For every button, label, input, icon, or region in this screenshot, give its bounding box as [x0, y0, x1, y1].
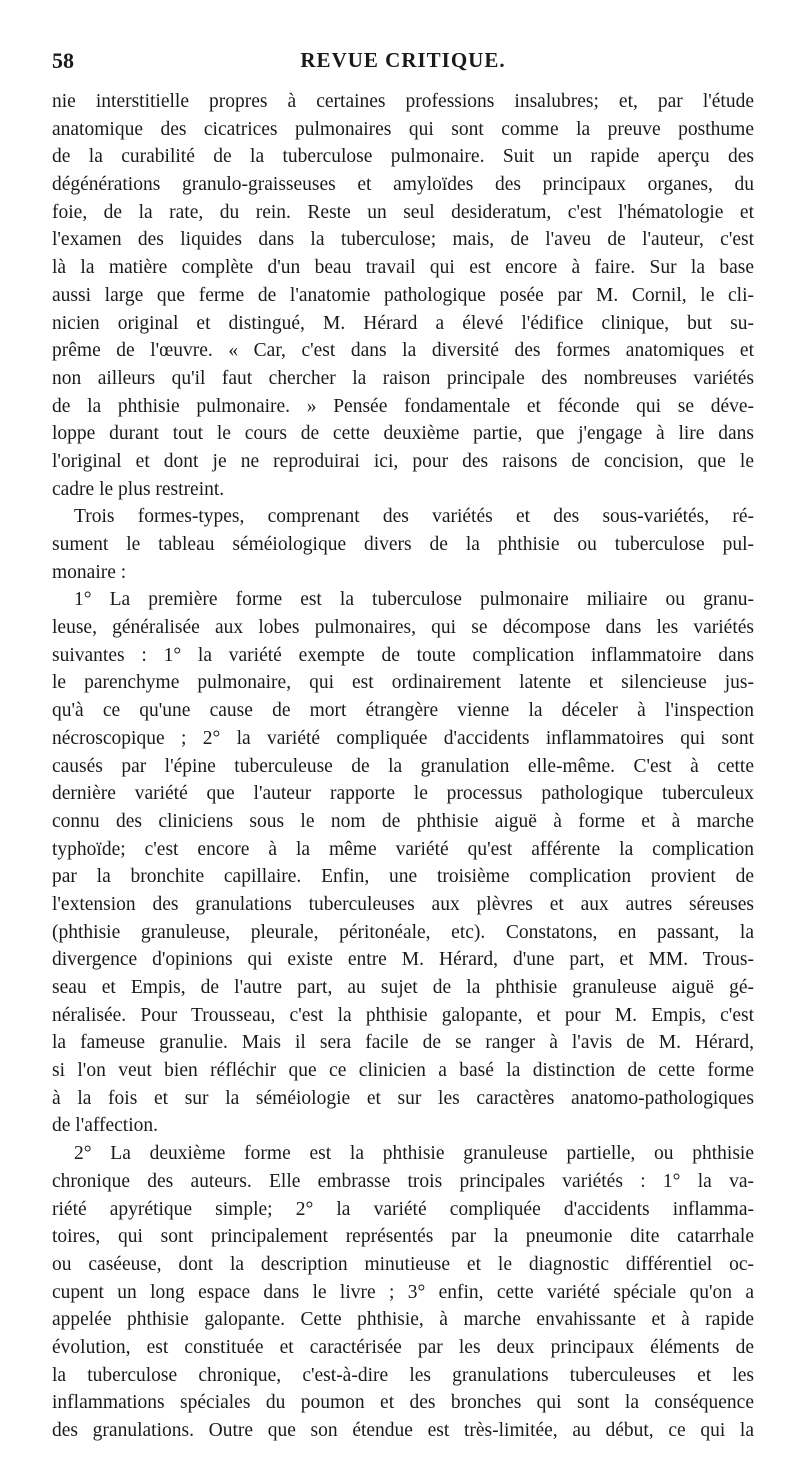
- text-line: leuse, généralisée aux lobes pulmonaires, qui se décompose dans les variétés: [52, 617, 754, 639]
- text-line: néralisée. Pour Trousseau, c'est la phthisie galopante, et pour M. Empis, c'est: [52, 1004, 754, 1026]
- text-line: à la fois et sur la séméiologie et sur les caractères anatomo-pathologiques: [52, 1087, 754, 1109]
- text-line: de l'affection.: [52, 1115, 159, 1137]
- text-line: connu des cliniciens sous le nom de phthisie aiguë à forme et à marche: [52, 810, 754, 832]
- text-line: si l'on veut bien réfléchir que ce clinicien a basé la distinction de cette forme: [52, 1060, 754, 1082]
- text-line: divergence d'opinions qui existe entre M. Hérard, d'une part, et MM. Trous-: [52, 949, 754, 971]
- page-number: 58: [52, 48, 74, 73]
- text-line: riété apyrétique simple; 2° la variété compliquée d'accidents inflamma-: [52, 1198, 754, 1220]
- text-line: l'examen des liquides dans la tuberculose; mais, de l'aveu de l'auteur, c'est: [52, 229, 754, 251]
- text-line: qu'à ce qu'une cause de mort étrangère vienne la déceler à l'inspection: [52, 700, 754, 722]
- text-line: dernière variété que l'auteur rapporte le processus pathologique tuberculeux: [52, 783, 754, 805]
- body-text: [52, 88, 754, 1445]
- text-line: la fameuse granulie. Mais il sera facile de se ranger à l'avis de M. Hérard,: [52, 1032, 754, 1054]
- text-line: nie interstitielle propres à certaines professions insalubres; et, par l'étude: [52, 91, 754, 112]
- text-line: le parenchyme pulmonaire, qui est ordinairement latente et silencieuse jus-: [52, 672, 754, 694]
- text-line: prême de l'œuvre. « Car, c'est dans la diversité des formes anatomiques et: [52, 340, 754, 362]
- text-line: typhoïde; c'est encore à la même variété qu'est afférente la complication: [52, 838, 754, 860]
- text-line: dégénérations granulo-graisseuses et amyloïdes des principaux organes, du: [52, 174, 754, 196]
- text-line: aussi large que ferme de l'anatomie pathologique posée par M. Cornil, le cli-: [52, 284, 754, 306]
- text-line: toires, qui sont principalement représentés par la pneumonie dite catarrhale: [52, 1226, 754, 1248]
- text-line: sument le tableau séméiologique divers de la phthisie ou tuberculose pul-: [52, 534, 754, 555]
- text-line: par la bronchite capillaire. Enfin, une troisième complication provient de: [52, 866, 754, 888]
- text-line: anatomique des cicatrices pulmonaires qui sont comme la preuve posthume: [52, 118, 754, 140]
- text-line: monaire :: [52, 561, 127, 583]
- text-line: de la phthisie pulmonaire. » Pensée fondamentale et féconde qui se déve-: [52, 395, 754, 417]
- text-line: inflammations spéciales du poumon et des bronches qui sont la conséquence: [52, 1392, 754, 1414]
- text-line: appelée phthisie galopante. Cette phthisie, à marche envahissante et à rapide: [52, 1309, 754, 1331]
- text-line: évolution, est constituée et caractérisée par les deux principaux éléments de: [52, 1336, 754, 1358]
- text-line: non ailleurs qu'il faut chercher la raison principale des nombreuses variétés: [52, 367, 754, 389]
- text-line: l'extension des granulations tuberculeuses aux plèvres et aux autres séreuses: [52, 893, 754, 915]
- text-line: la tuberculose chronique, c'est-à-dire les granulations tuberculeuses et les: [52, 1364, 754, 1386]
- page-header: [52, 44, 754, 80]
- text-line: ou caséeuse, dont la description minutieuse et le diagnostic différentiel oc-: [52, 1253, 754, 1275]
- text-line: des granulations. Outre que son étendue est très-limitée, au début, ce qui la: [52, 1420, 754, 1441]
- text-line: l'original et dont je ne reproduirai ici, pour des raisons de concision, que le: [52, 450, 754, 472]
- running-title: REVUE CRITIQUE.: [300, 48, 506, 72]
- text-line: de la curabilité de la tuberculose pulmonaire. Suit un rapide aperçu des: [52, 146, 754, 168]
- text-line: nécroscopique ; 2° la variété compliquée d'accidents inflammatoires qui sont: [52, 727, 754, 749]
- text-line: nicien original et distingué, M. Hérard a élevé l'édifice clinique, but su-: [52, 312, 754, 334]
- text-line: loppe durant tout le cours de cette deuxième partie, que j'engage à lire dans: [52, 423, 754, 445]
- text-line: Trois formes-types, comprenant des variétés et des sous-variétés, ré-: [74, 506, 754, 528]
- text-line: causés par l'épine tuberculeuse de la granulation elle-même. C'est à cette: [52, 755, 754, 777]
- text-line: seau et Empis, de l'autre part, au sujet de la phthisie granuleuse aiguë gé-: [52, 977, 754, 998]
- text-line: chronique des auteurs. Elle embrasse trois principales variétés : 1° la va-: [52, 1170, 754, 1192]
- text-line: (phthisie granuleuse, pleurale, péritonéale, etc). Constatons, en passant, la: [52, 921, 754, 943]
- text-line: 1° La première forme est la tuberculose pulmonaire miliaire ou granu-: [74, 589, 754, 611]
- text-line: 2° La deuxième forme est la phthisie granuleuse partielle, ou phthisie: [74, 1143, 754, 1165]
- text-line: là la matière complète d'un beau travail qui est encore à faire. Sur la base: [52, 257, 754, 279]
- text-line: suivantes : 1° la variété exempte de toute complication inflammatoire dans: [52, 644, 754, 666]
- text-line: foie, de la rate, du rein. Reste un seul desideratum, c'est l'hématologie et: [52, 201, 754, 223]
- text-line: cadre le plus restreint.: [52, 478, 225, 500]
- text-line: cupent un long espace dans le livre ; 3° enfin, cette variété spéciale qu'on a: [52, 1281, 754, 1303]
